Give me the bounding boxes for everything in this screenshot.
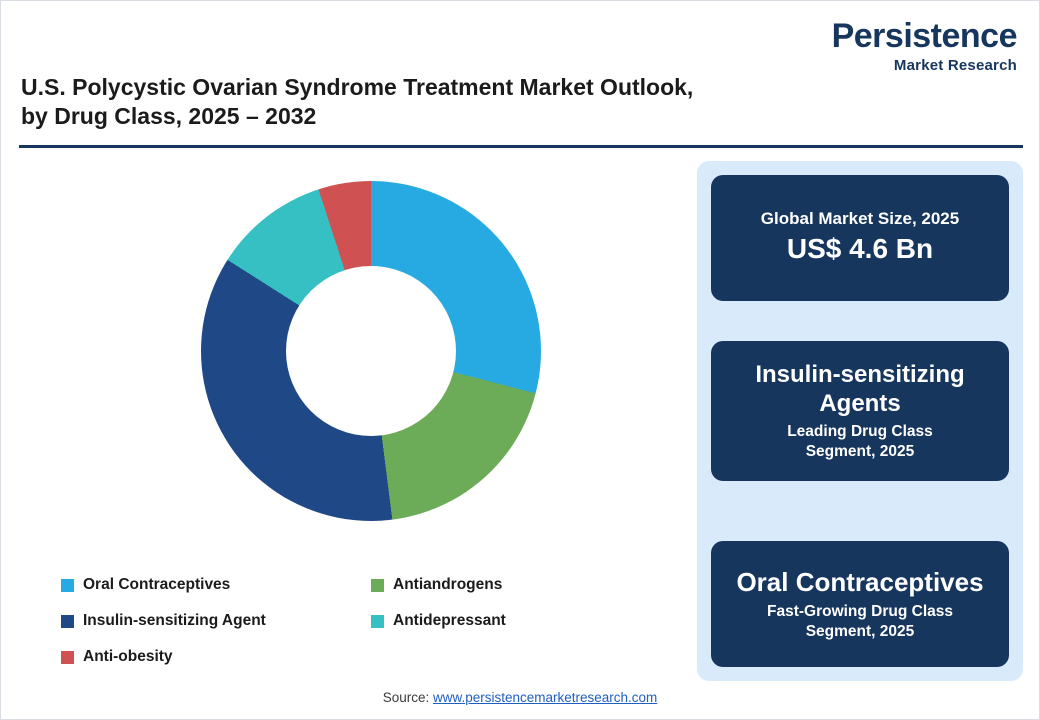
highlight-card-leading-segment [711, 341, 1009, 481]
title-divider [19, 145, 1023, 148]
donut-chart [19, 161, 679, 571]
leading-segment-sub-1: Leading Drug Class [787, 423, 933, 441]
source-link[interactable]: www.persistencemarketresearch.com [432, 690, 658, 705]
legend-swatch-icon [61, 615, 74, 628]
fast-growing-segment-sub-1: Fast-Growing Drug Class [766, 602, 954, 620]
highlights-panel [697, 161, 1023, 681]
fast-growing-segment-sub-2: Segment, 2025 [805, 622, 915, 640]
legend-swatch-icon [61, 651, 74, 664]
highlight-card-fast-growing-segment [711, 541, 1009, 667]
source-prefix: Source: [382, 690, 433, 705]
legend-label: Antidepressant [393, 612, 506, 629]
brand-logo [832, 19, 1017, 73]
market-size-value: US$ 4.6 Bn [786, 233, 934, 265]
legend-swatch-icon [371, 615, 384, 628]
legend-item [371, 567, 681, 603]
source-line [1, 690, 1039, 705]
legend-label: Insulin-sensitizing Agent [83, 612, 266, 629]
legend-item [61, 603, 371, 639]
legend-swatch-icon [61, 579, 74, 592]
legend-item [61, 639, 371, 675]
chart-legend [61, 567, 681, 675]
legend-label: Anti-obesity [83, 648, 173, 665]
leading-segment-sub-2: Segment, 2025 [805, 443, 915, 461]
fast-growing-segment-name: Oral Contraceptives [736, 566, 984, 597]
page-title: U.S. Polycystic Ovarian Syndrome Treatment Market Outlook, by Drug Class, 2025 – 2032 [21, 74, 694, 130]
legend-label: Antiandrogens [393, 576, 503, 593]
donut-center-hole [286, 266, 456, 436]
market-size-label: Global Market Size, 2025 [760, 209, 960, 229]
legend-label: Oral Contraceptives [83, 576, 231, 593]
highlight-card-market-size [711, 175, 1009, 301]
legend-item [371, 603, 681, 639]
leading-segment-name: Insulin-sensitizing Agents [755, 360, 965, 418]
legend-swatch-icon [371, 579, 384, 592]
donut-chart-graphic [201, 181, 541, 521]
brand-tagline: Market Research [893, 57, 1017, 74]
legend-item [61, 567, 371, 603]
brand-name: Persistence [831, 17, 1017, 55]
